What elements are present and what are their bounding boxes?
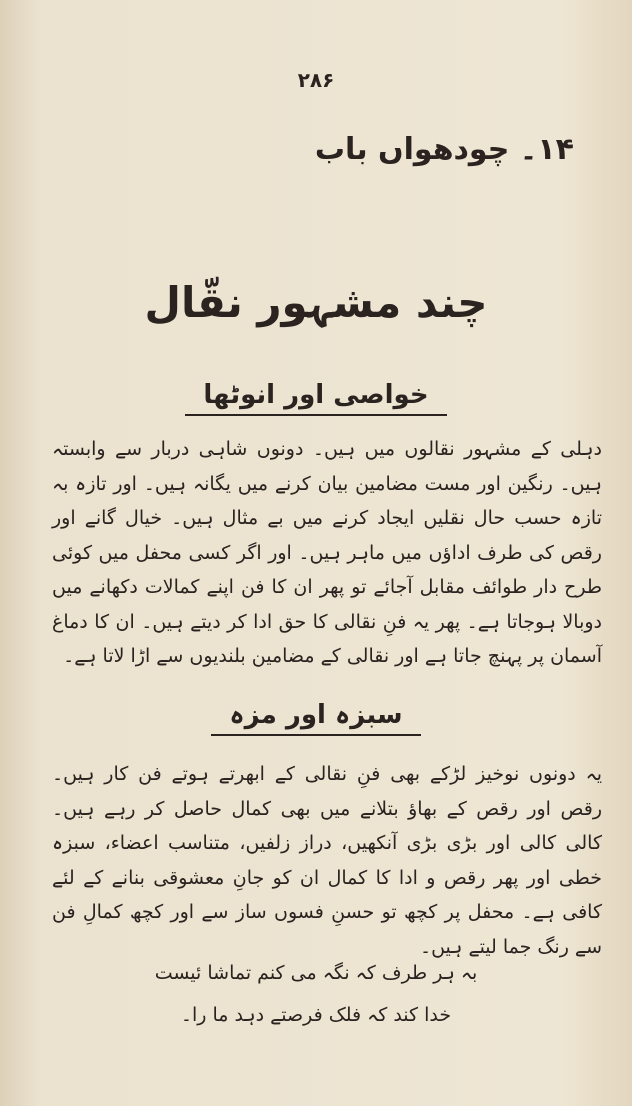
page-number: ۲۸۶ bbox=[297, 68, 335, 92]
section-heading-text: سبزہ اور مزہ bbox=[211, 700, 420, 736]
verse-line-1: بہ ہر طرف کہ نگہ می کنم تماشا ئیست bbox=[154, 962, 478, 984]
chapter-heading: ۱۴۔ چودھواں باب bbox=[314, 132, 574, 167]
verse-line-2: خدا کند کہ فلک فرصتے دہد ما را۔ bbox=[180, 1004, 452, 1026]
section-heading-khawasi bbox=[0, 380, 632, 416]
paragraph-sabza: یہ دونوں نوخیز لڑکے بھی فنِ نقالی کے ابھرتے ہوتے فن کار ہیں۔ رقص اور رقص کے بھاؤ بتلانے میں بھی کمال حاصل کر رہے ہیں۔ کالی کالی اور بڑی بڑی آنکھیں، دراز زلفیں، متناسب اعضاء، سبزہ خطی اور پھر رقص و ادا کا کمال ان کو جانِ معشوقی بنانے کے لئے کافی ہے۔ محفل پر کچھ تو حسنِ فسوں ساز سے اور کچھ کمالِ فن سے رنگ جما لیتے ہیں۔ bbox=[52, 763, 602, 958]
paragraph-khawasi: دہلی کے مشہور نقالوں میں ہیں۔ دونوں شاہی دربار سے وابستہ ہیں۔ رنگین اور مست مضامین بیان کرنے میں یگانہ ہیں۔ اور تازہ بہ تازہ حسب حال نقلیں ایجاد کرنے میں بے مثال ہیں۔ خیال گانے اور رقص کی طرف اداؤں میں ماہر ہیں۔ اور اگر کسی محفل میں کوئی طرح دار طوائف مقابل آجائے تو پھر ان کا فن اپنے کمالات دکھانے میں دوبالا ہوجاتا ہے۔ پھر یہ فنِ نقالی کا حق ادا کر دیتے ہیں۔ ان کا دماغ آسمان پر پہنچ جاتا ہے اور نقالی کے مضامین بلندیوں سے اڑا لاتا ہے۔ bbox=[52, 438, 602, 667]
section-heading-text: خواصی اور انوٹھا bbox=[185, 380, 446, 416]
main-title: چند مشہور نقّال bbox=[144, 278, 488, 327]
section-heading-sabza bbox=[0, 700, 632, 736]
